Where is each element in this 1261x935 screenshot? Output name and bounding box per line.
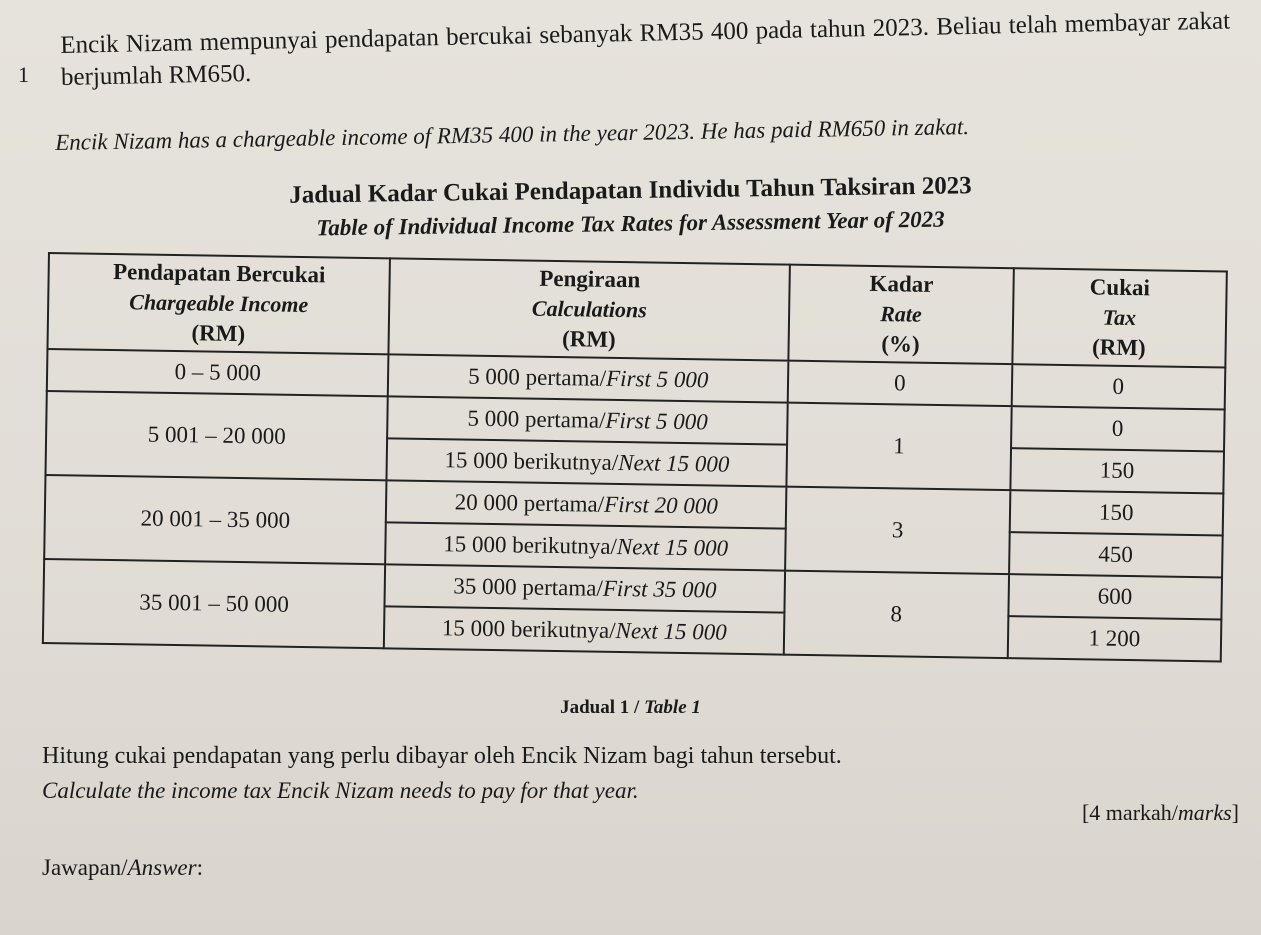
instruction-english: Calculate the income tax Encik Nizam needs to pay for that year. <box>42 778 639 803</box>
header-unit: (RM) <box>1091 334 1146 361</box>
calculation-cell: 5 000 pertama/First 5 000 <box>387 396 788 444</box>
income-band-cell: 35 001 – 50 000 <box>43 559 385 648</box>
tax-cell: 150 <box>1010 448 1224 493</box>
header-label-english: Chargeable Income <box>129 289 309 318</box>
table-header-row <box>47 253 1226 367</box>
table-title-malay: Jadual Kadar Cukai Pendapatan Individu Tahun Taksiran 2023 <box>289 172 972 209</box>
rate-cell: 0 <box>788 361 1012 407</box>
rate-cell: 1 <box>787 403 1012 490</box>
header-label-malay: Kadar <box>869 270 934 297</box>
calculation-cell: 35 000 pertama/First 35 000 <box>385 564 786 612</box>
table-caption: Jadual 1 / Table 1 <box>560 697 701 718</box>
tax-cell: 600 <box>1008 574 1222 619</box>
calculation-cell: 20 000 pertama/First 20 000 <box>386 480 787 528</box>
instruction-malay: Hitung cukai pendapatan yang perlu dibayar oleh Encik Nizam bagi tahun tersebut. <box>42 743 842 769</box>
calculation-cell: 15 000 berikutnya/Next 15 000 <box>385 522 786 570</box>
question-text-malay: Encik Nizam mempunyai pendapatan bercukai sebanyak RM35 400 pada tahun 2023. Beliau telah membayar zakat berjumlah RM650. <box>60 7 1231 91</box>
answer-label: Jawapan/Answer: <box>42 855 203 880</box>
question-number: 1 <box>18 62 29 87</box>
income-band-cell: 5 001 – 20 000 <box>45 391 387 480</box>
income-band-cell: 0 – 5 000 <box>47 349 389 396</box>
header-rate <box>789 265 1014 364</box>
tax-rate-table-wrapper <box>42 252 1228 662</box>
tax-cell: 1 200 <box>1007 616 1221 661</box>
tax-cell: 150 <box>1009 490 1223 535</box>
rate-cell: 3 <box>785 487 1010 574</box>
header-label-english: Rate <box>880 301 922 327</box>
table-title-english: Table of Individual Income Tax Rates for Assessment Year of 2023 <box>316 206 945 241</box>
header-label-malay: Pengiraan <box>539 265 641 293</box>
calculation-cell: 5 000 pertama/First 5 000 <box>388 354 789 402</box>
income-band-cell: 20 001 – 35 000 <box>44 475 386 564</box>
tax-cell: 0 <box>1011 406 1225 451</box>
header-calculations <box>389 258 791 360</box>
rate-cell: 8 <box>784 571 1009 658</box>
marks-label: [4 markah/marks] <box>1081 800 1239 825</box>
calculation-cell: 15 000 berikutnya/Next 15 000 <box>384 606 785 654</box>
tax-cell: 0 <box>1011 364 1225 409</box>
header-label-malay: Cukai <box>1089 274 1151 301</box>
header-label-english: Calculations <box>531 295 648 323</box>
header-unit: (RM) <box>561 326 616 352</box>
calculation-cell: 15 000 berikutnya/Next 15 000 <box>387 438 788 486</box>
header-unit: (%) <box>881 331 920 357</box>
header-chargeable-income <box>47 253 390 354</box>
header-tax <box>1012 268 1227 367</box>
header-unit: (RM) <box>191 320 246 347</box>
header-label-english: Tax <box>1102 304 1137 331</box>
header-label-malay: Pendapatan Bercukai <box>112 259 326 288</box>
question-text-english: Encik Nizam has a chargeable income of RM35 400 in the year 2023. He has paid RM650 in zakat. <box>55 114 970 155</box>
tax-cell: 450 <box>1009 532 1223 577</box>
tax-rate-table <box>42 252 1228 662</box>
